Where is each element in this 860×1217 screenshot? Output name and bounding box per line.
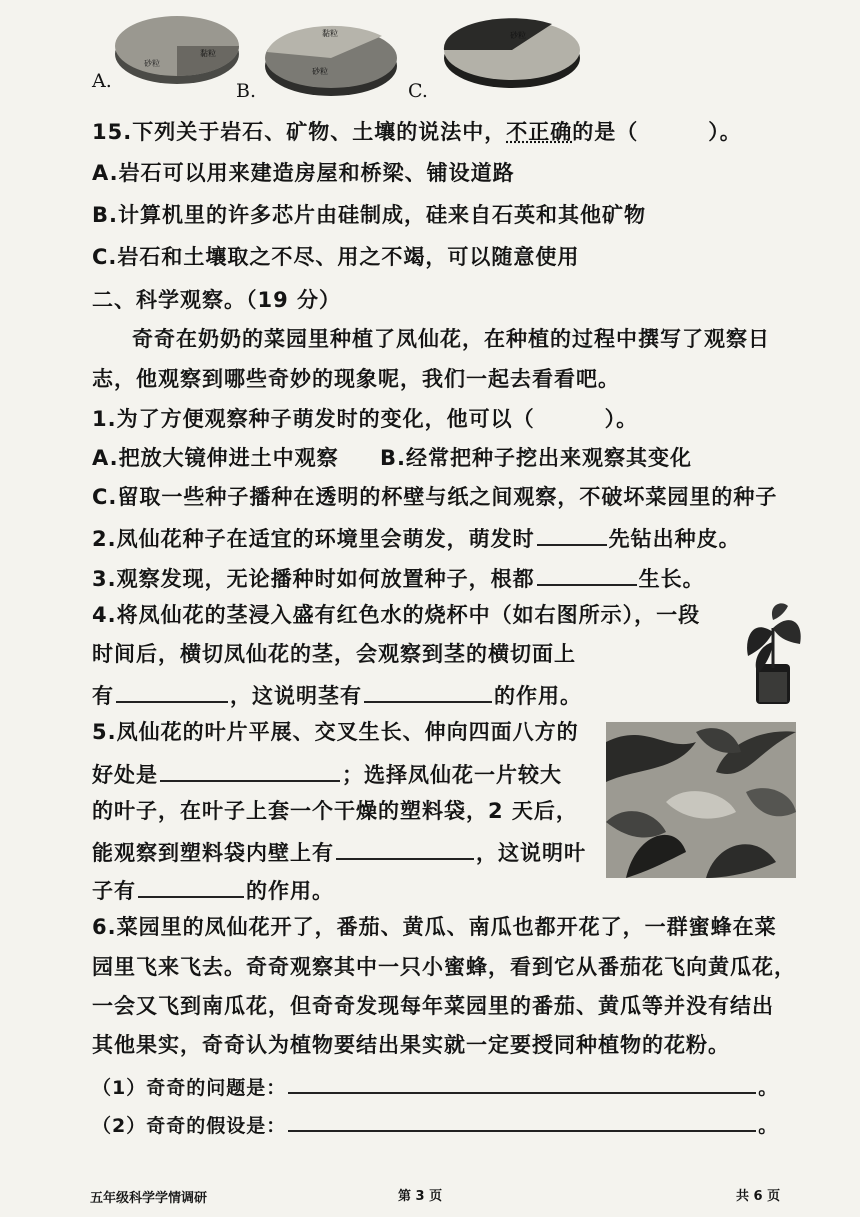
- q1-option-c: C.留取一些种子播种在透明的杯壁与纸之间观察，不破坏菜园里的种子: [92, 485, 778, 509]
- q5-blank-1[interactable]: [160, 762, 340, 782]
- q6-line-2: 园里飞来飞去。奇奇观察其中一只小蜜蜂，看到它从番茄花飞向黄瓜花，: [92, 955, 796, 979]
- leaves-photo: [606, 722, 796, 878]
- q4-line-2: 时间后，横切凤仙花的茎，会观察到茎的横切面上: [92, 642, 576, 666]
- pie-b-label: B.: [236, 80, 257, 102]
- q3-stem: 3.观察发现，无论播种时如何放置种子，根都 生长。: [92, 567, 705, 591]
- section-intro-line-2: 志，他观察到哪些奇妙的现象呢，我们一起去看看吧。: [92, 367, 620, 391]
- q6-sub-1: （1）奇奇的问题是： 。: [92, 1074, 778, 1098]
- q6-blank-2[interactable]: [288, 1112, 756, 1132]
- pie-b-text-2: 砂粒: [312, 67, 328, 76]
- q6-sub-2: （2）奇奇的假设是： 。: [92, 1112, 778, 1136]
- q4-blank-2[interactable]: [364, 683, 492, 703]
- q5-line-2: 好处是 ；选择凤仙花一片较大: [92, 763, 562, 787]
- footer-left: 五年级科学学情调研: [90, 1191, 208, 1206]
- q6-blank-1[interactable]: [288, 1074, 756, 1094]
- q5-blank-3[interactable]: [138, 878, 244, 898]
- pie-a-text-1: 砂粒: [144, 59, 160, 68]
- q4-blank-1[interactable]: [116, 683, 228, 703]
- q15-option-a: A.岩石可以用来建造房屋和桥梁、铺设道路: [92, 161, 515, 185]
- q4-line-3: 有 ，这说明茎有 的作用。: [92, 684, 582, 708]
- plant-beaker-image: [738, 598, 808, 710]
- q5-line-5: 子有 的作用。: [92, 879, 334, 903]
- footer-page: 第 3 页: [398, 1189, 443, 1204]
- q2-stem: 2.凤仙花种子在适宜的环境里会萌发，萌发时 先钻出种皮。: [92, 527, 741, 551]
- q1-option-b: B.经常把种子挖出来观察其变化: [380, 446, 692, 470]
- pie-a-text-2: 黏粒: [200, 49, 216, 58]
- pie-option-a: [112, 10, 242, 88]
- section-intro-line-1: 奇奇在奶奶的菜园里种植了凤仙花，在种植的过程中撰写了观察日: [132, 327, 770, 351]
- footer-total: 共 6 页: [736, 1189, 781, 1204]
- q3-blank[interactable]: [537, 566, 637, 586]
- pie-b-text-1: 黏粒: [322, 29, 338, 38]
- q5-line-1: 5.凤仙花的叶片平展、交叉生长、伸向四面八方的: [92, 720, 579, 744]
- pie-option-c: [440, 14, 584, 92]
- q5-blank-2[interactable]: [336, 840, 474, 860]
- pie-c-text-1: 砂粒: [510, 31, 526, 40]
- q5-line-3: 的叶子，在叶子上套一个干燥的塑料袋，2 天后，: [92, 799, 578, 823]
- q1-stem: 1.为了方便观察种子萌发时的变化，他可以（ ）。: [92, 407, 639, 431]
- pie-a-label: A.: [92, 70, 112, 92]
- q5-line-4: 能观察到塑料袋内壁上有 ，这说明叶: [92, 841, 586, 865]
- q6-line-1: 6.菜园里的凤仙花开了，番茄、黄瓜、南瓜也都开花了，一群蜜蜂在菜: [92, 915, 777, 939]
- section-title: 二、科学观察。（19 分）: [92, 288, 342, 312]
- q1-option-a: A.把放大镜伸进土中观察: [92, 446, 339, 470]
- q6-line-3: 一会又飞到南瓜花，但奇奇发现每年菜园里的番茄、黄瓜等并没有结出: [92, 994, 774, 1018]
- q2-blank[interactable]: [537, 526, 607, 546]
- pie-option-b: [262, 22, 400, 100]
- q15-option-c: C.岩石和土壤取之不尽、用之不竭，可以随意使用: [92, 245, 580, 269]
- pie-c-label: C.: [408, 80, 428, 102]
- q15-stem: 15.下列关于岩石、矿物、土壤的说法中，不正确的是（ ）。: [92, 120, 742, 144]
- q6-line-4: 其他果实，奇奇认为植物要结出果实就一定要授同种植物的花粉。: [92, 1033, 730, 1057]
- q15-option-b: B.计算机里的许多芯片由硅制成，硅来自石英和其他矿物: [92, 203, 646, 227]
- q4-line-1: 4.将凤仙花的茎浸入盛有红色水的烧杯中（如右图所示），一段: [92, 603, 701, 627]
